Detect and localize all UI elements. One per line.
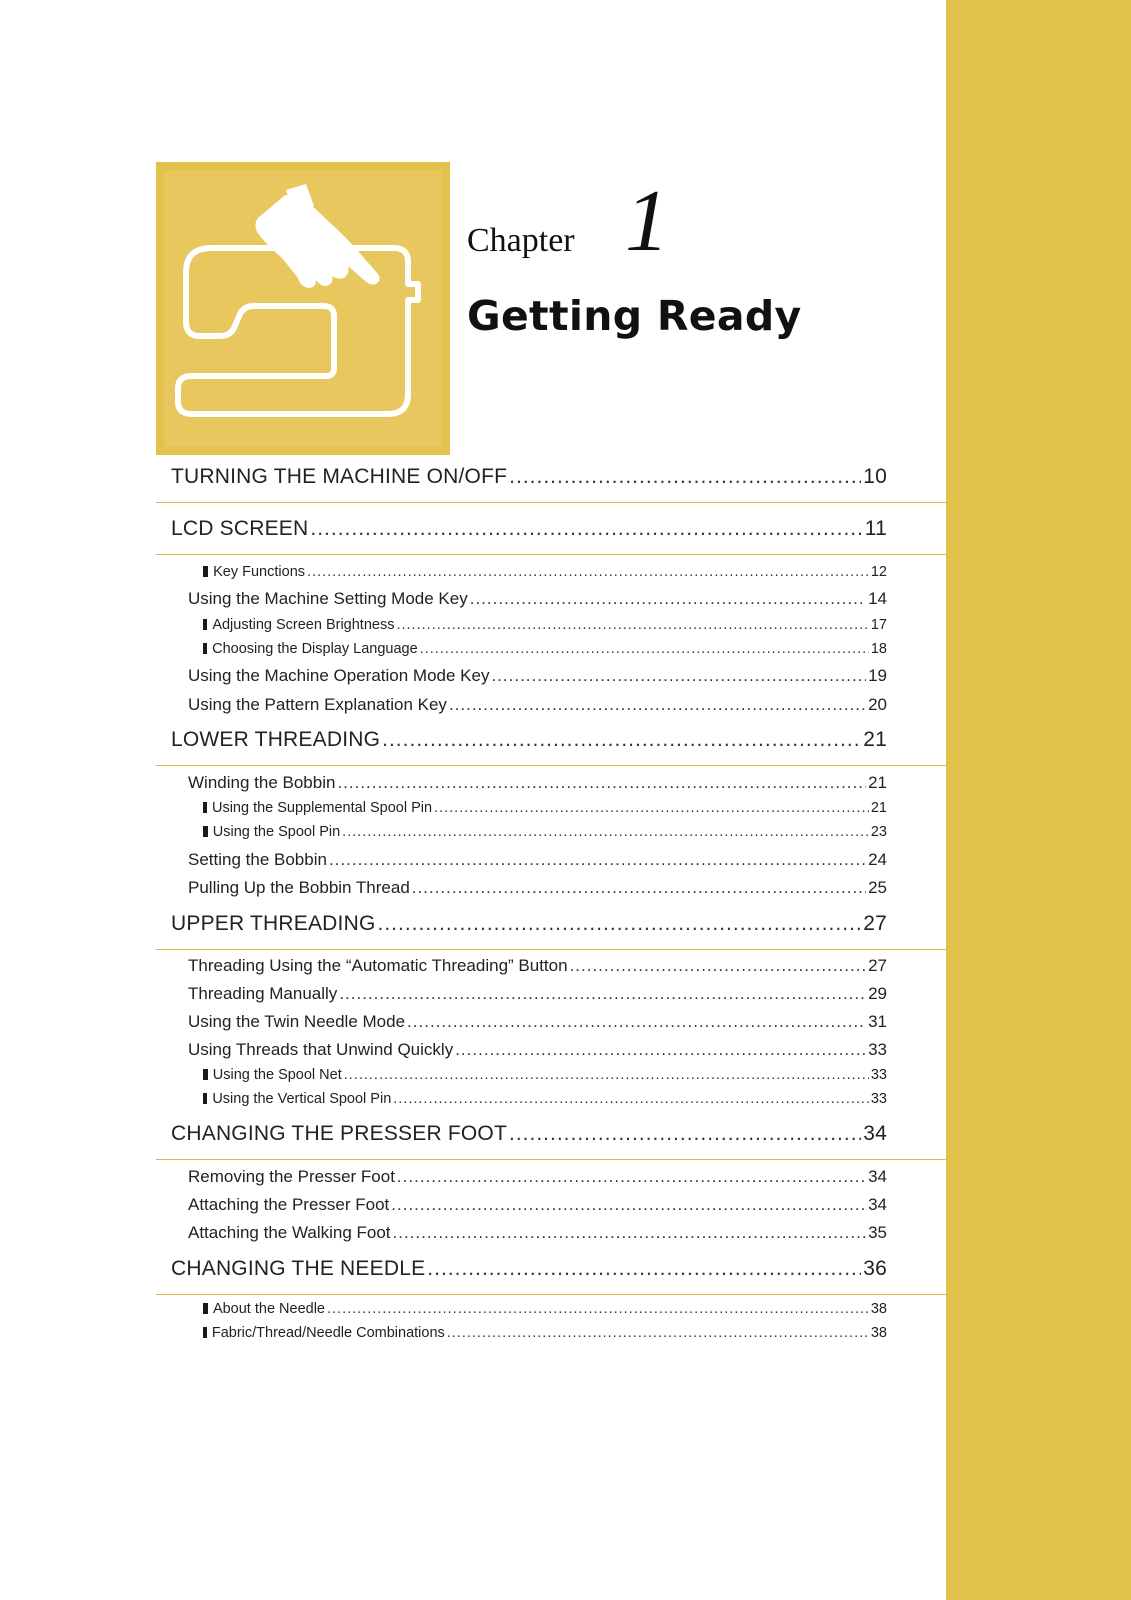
toc-entry[interactable] xyxy=(203,1067,887,1083)
chapter-label: Chapter xyxy=(467,222,575,259)
toc-page-number: 23 xyxy=(870,824,887,840)
toc-entry[interactable] xyxy=(188,850,887,870)
square-bullet-icon xyxy=(203,619,207,630)
toc-entry-label: CHANGING THE PRESSER FOOT xyxy=(171,1122,507,1145)
toc-entry[interactable] xyxy=(188,956,887,976)
toc-entry-label: Using the Twin Needle Mode xyxy=(188,1012,406,1031)
toc-entry[interactable] xyxy=(188,589,887,609)
toc-page-number: 21 xyxy=(868,773,887,792)
toc-entry[interactable] xyxy=(171,1122,887,1146)
toc-page-number: 35 xyxy=(868,1223,887,1242)
toc-entry[interactable] xyxy=(203,564,887,580)
dot-leader xyxy=(570,956,867,976)
toc-entry-label: LOWER THREADING xyxy=(171,728,381,751)
toc-page-number: 27 xyxy=(868,956,887,975)
dot-leader xyxy=(412,878,866,898)
toc-page-number: 24 xyxy=(868,850,887,869)
toc-entry[interactable] xyxy=(188,984,887,1004)
toc-page-number: 11 xyxy=(864,517,887,540)
square-bullet-icon xyxy=(203,1093,207,1104)
toc-entry-label: Using the Supplemental Spool Pin xyxy=(211,800,433,816)
toc-entry[interactable] xyxy=(188,878,887,898)
toc-entry[interactable] xyxy=(188,773,887,793)
toc-entry-label: Pulling Up the Bobbin Thread xyxy=(188,878,410,897)
toc-page-number: 20 xyxy=(868,695,887,714)
dot-leader xyxy=(509,465,861,489)
section-divider xyxy=(156,1159,946,1160)
toc-entry[interactable] xyxy=(171,1257,887,1281)
dot-leader xyxy=(449,695,866,715)
dot-leader xyxy=(434,800,869,816)
toc-entry[interactable] xyxy=(188,1012,887,1032)
dot-leader xyxy=(327,1301,869,1317)
dot-leader xyxy=(397,1167,866,1187)
toc-entry[interactable] xyxy=(203,617,887,633)
dot-leader xyxy=(307,564,869,580)
square-bullet-icon xyxy=(203,1303,208,1314)
toc-entry-label: Attaching the Walking Foot xyxy=(188,1223,391,1242)
toc-page-number: 38 xyxy=(870,1301,887,1317)
toc-entry-label: Winding the Bobbin xyxy=(188,773,336,792)
toc-page-number: 34 xyxy=(868,1167,887,1186)
side-color-band xyxy=(946,0,1131,1600)
square-bullet-icon xyxy=(203,566,208,577)
toc-entry[interactable] xyxy=(188,1167,887,1187)
dot-leader xyxy=(396,617,868,633)
toc-page-number: 10 xyxy=(863,465,887,488)
dot-leader xyxy=(491,666,866,686)
toc-page-number: 12 xyxy=(870,564,887,580)
dot-leader xyxy=(344,1067,869,1083)
toc-entry-label: CHANGING THE NEEDLE xyxy=(171,1257,426,1280)
dot-leader xyxy=(382,728,861,752)
toc-page-number: 21 xyxy=(863,728,887,751)
square-bullet-icon xyxy=(203,1069,208,1080)
toc-entry-label: UPPER THREADING xyxy=(171,912,376,935)
toc-page-number: 17 xyxy=(870,617,887,633)
toc-entry-label: Adjusting Screen Brightness xyxy=(212,617,395,633)
chapter-title: Getting Ready xyxy=(467,292,802,340)
toc-entry-label: LCD SCREEN xyxy=(171,517,309,540)
toc-entry-label: Using the Vertical Spool Pin xyxy=(212,1091,392,1107)
toc-entry-label: Removing the Presser Foot xyxy=(188,1167,395,1186)
dot-leader xyxy=(455,1040,866,1060)
toc-page-number: 25 xyxy=(868,878,887,897)
toc-entry-label: Setting the Bobbin xyxy=(188,850,327,869)
square-bullet-icon xyxy=(203,802,207,813)
toc-entry-label: About the Needle xyxy=(212,1301,325,1317)
toc-page-number: 29 xyxy=(868,984,887,1003)
toc-entry[interactable] xyxy=(203,641,887,657)
toc-entry[interactable] xyxy=(188,666,887,686)
toc-entry-label: TURNING THE MACHINE ON/OFF xyxy=(171,465,508,488)
toc-page-number: 19 xyxy=(868,666,887,685)
square-bullet-icon xyxy=(203,1327,207,1338)
toc-entry-label: Using the Machine Setting Mode Key xyxy=(188,589,468,608)
section-divider xyxy=(156,765,946,766)
dot-leader xyxy=(339,984,866,1004)
toc-entry[interactable] xyxy=(171,517,887,541)
toc-page-number: 33 xyxy=(870,1091,887,1107)
dot-leader xyxy=(337,773,866,793)
section-divider xyxy=(156,502,946,503)
dot-leader xyxy=(391,1195,866,1215)
toc-entry-label: Using the Machine Operation Mode Key xyxy=(188,666,490,685)
toc-entry-label: Attaching the Presser Foot xyxy=(188,1195,390,1214)
dot-leader xyxy=(329,850,866,870)
toc-page-number: 31 xyxy=(868,1012,887,1031)
dot-leader xyxy=(393,1223,867,1243)
dot-leader xyxy=(377,912,861,936)
dot-leader xyxy=(470,589,866,609)
toc-page-number: 38 xyxy=(870,1325,887,1341)
toc-entry[interactable] xyxy=(188,1195,887,1215)
dot-leader xyxy=(509,1122,861,1146)
toc-entry[interactable] xyxy=(203,800,887,816)
toc-entry[interactable] xyxy=(188,1223,887,1243)
toc-entry[interactable] xyxy=(188,695,887,715)
toc-entry-label: Using the Pattern Explanation Key xyxy=(188,695,447,714)
toc-entry[interactable] xyxy=(203,1301,887,1317)
toc-entry-label: Fabric/Thread/Needle Combinations xyxy=(211,1325,445,1341)
section-divider xyxy=(156,949,946,950)
toc-entry[interactable] xyxy=(171,465,887,489)
dot-leader xyxy=(310,517,862,541)
toc-entry[interactable] xyxy=(188,1040,887,1060)
dot-leader xyxy=(393,1091,869,1107)
toc-entry-label: Threading Using the “Automatic Threading” Button xyxy=(188,956,568,975)
dot-leader xyxy=(407,1012,866,1032)
toc-page-number: 33 xyxy=(870,1067,887,1083)
toc-entry[interactable] xyxy=(171,728,887,752)
toc-entry[interactable] xyxy=(171,912,887,936)
toc-entry-label: Using Threads that Unwind Quickly xyxy=(188,1040,454,1059)
section-divider xyxy=(156,1294,946,1295)
toc-page-number: 36 xyxy=(863,1257,887,1280)
toc-entry[interactable] xyxy=(203,1091,887,1107)
toc-page-number: 33 xyxy=(868,1040,887,1059)
dot-leader xyxy=(427,1257,861,1281)
square-bullet-icon xyxy=(203,643,207,654)
chapter-number: 1 xyxy=(625,173,669,270)
toc-page-number: 14 xyxy=(868,589,887,608)
toc-entry-label: Using the Spool Pin xyxy=(212,824,341,840)
toc-entry-label: Using the Spool Net xyxy=(212,1067,342,1083)
toc-page-number: 27 xyxy=(863,912,887,935)
toc-page-number: 21 xyxy=(870,800,887,816)
section-divider xyxy=(156,554,946,555)
toc-page-number: 34 xyxy=(868,1195,887,1214)
toc-entry-label: Threading Manually xyxy=(188,984,338,1003)
toc-entry[interactable] xyxy=(203,824,887,840)
toc-page-number: 18 xyxy=(870,641,887,657)
dot-leader xyxy=(342,824,869,840)
toc-entry-label: Choosing the Display Language xyxy=(212,641,418,657)
toc-page-number: 34 xyxy=(863,1122,887,1145)
square-bullet-icon xyxy=(203,826,208,837)
dot-leader xyxy=(420,641,869,657)
toc-entry[interactable] xyxy=(203,1325,887,1341)
toc-entry-label: Key Functions xyxy=(213,564,306,580)
dot-leader xyxy=(447,1325,869,1341)
